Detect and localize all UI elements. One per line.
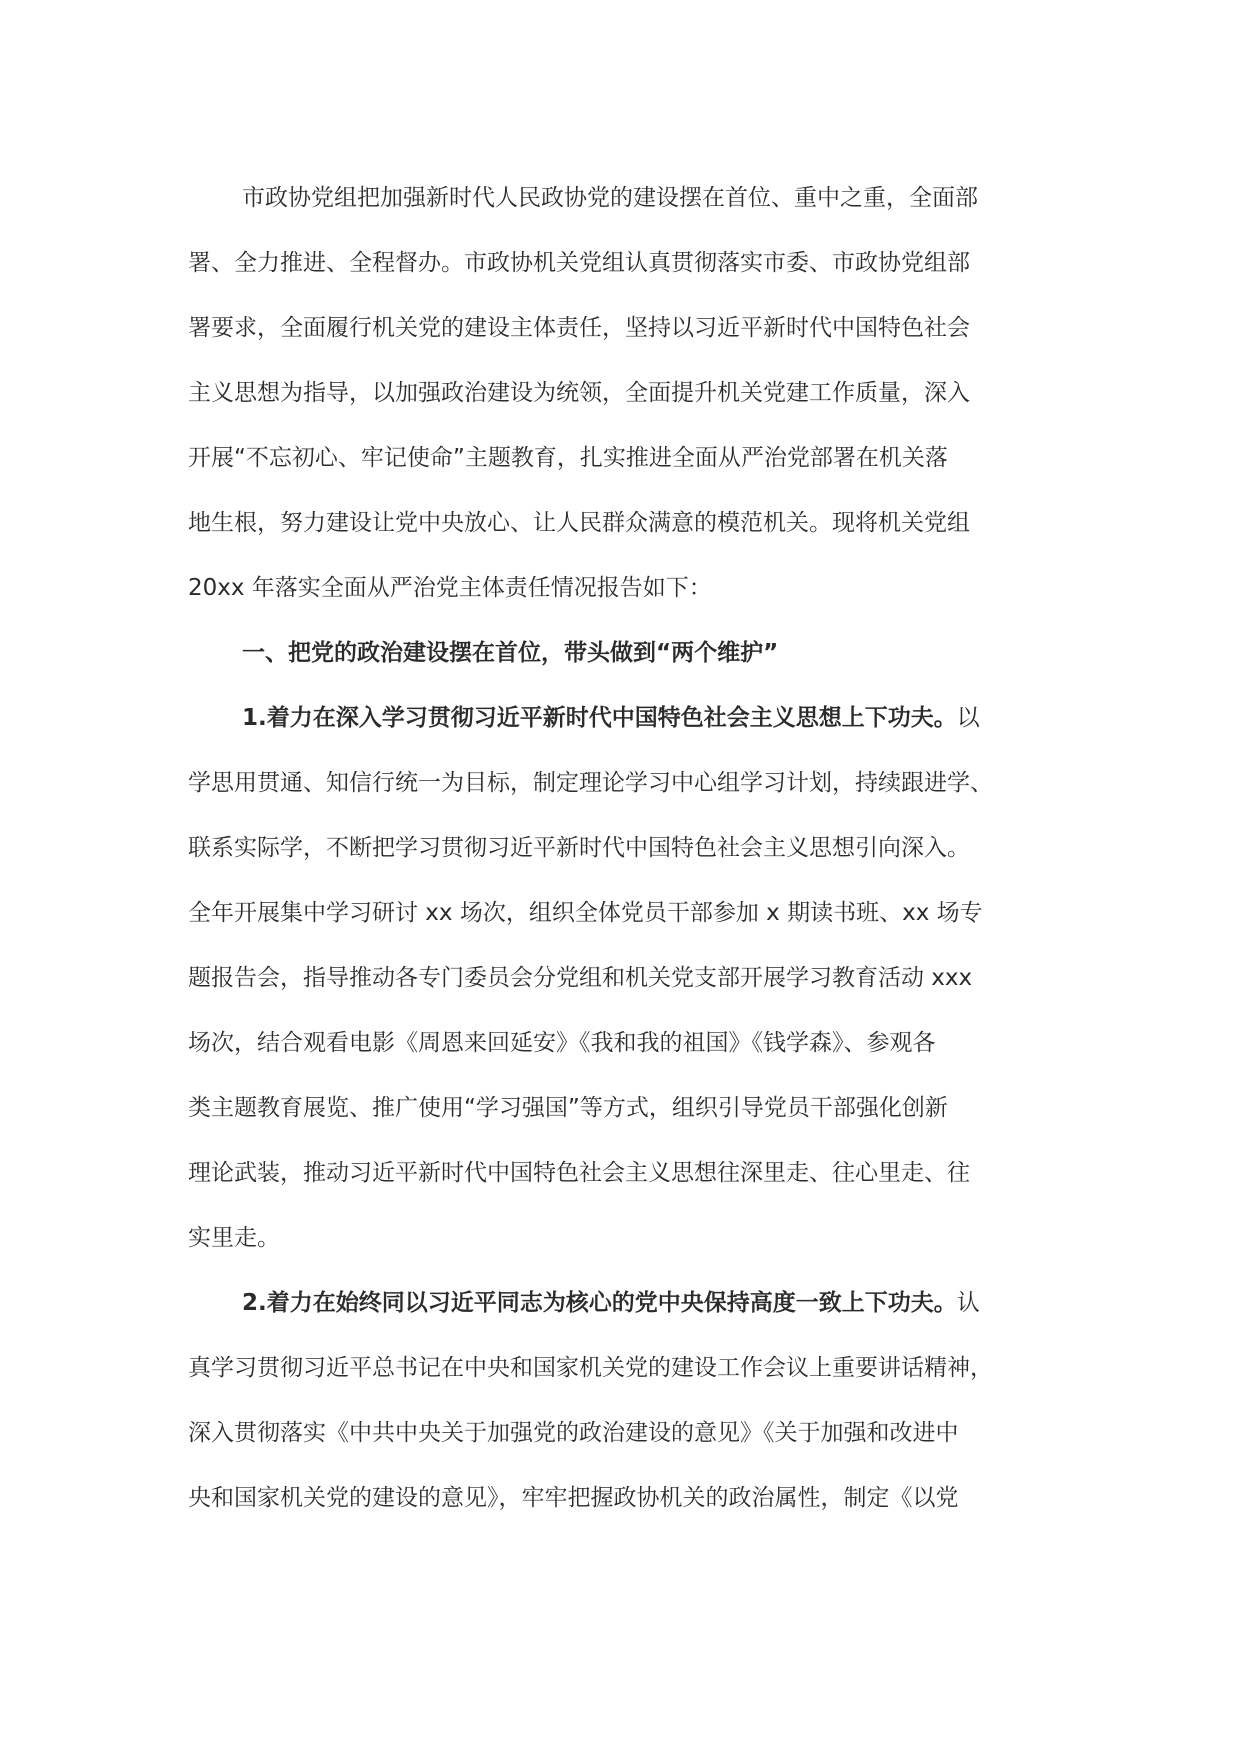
intro-line: 20xx 年落实全面从严治党主体责任情况报告如下： — [188, 575, 712, 601]
item1-line: 场次，结合观看电影《周恩来回延安》《我和我的祖国》《钱学森》、参观各 — [188, 1030, 936, 1056]
intro-line: 主义思想为指导，以加强政治建设为统领，全面提升机关党建工作质量，深入 — [188, 380, 970, 406]
item2-title: 2.着力在始终同以习近平同志为核心的党中央保持高度一致上下功夫。 — [242, 1290, 957, 1316]
item2-line: 央和国家机关党的建设的意见》，牢牢把握政协机关的政治属性，制定《以党 — [188, 1485, 959, 1511]
item1-line: 题报告会，指导推动各专门委员会分党组和机关党支部开展学习教育活动 xxx — [188, 965, 973, 991]
intro-line: 署、全力推进、全程督办。市政协机关党组认真贯彻落实市委、市政协党组部 — [188, 250, 970, 276]
item1-line: 类主题教育展览、推广使用“学习强国”等方式，组织引导党员干部强化创新 — [188, 1095, 948, 1121]
item1-line: 理论武装，推动习近平新时代中国特色社会主义思想往深里走、往心里走、往 — [188, 1160, 970, 1186]
item1-first-line — [188, 686, 1058, 751]
item1-title: 1.着力在深入学习贯彻习近平新时代中国特色社会主义思想上下功夫。 — [242, 705, 957, 731]
item2-first-line — [188, 1271, 1058, 1336]
item1-line: 联系实际学，不断把学习贯彻习近平新时代中国特色社会主义思想引向深入。 — [188, 835, 970, 861]
item1-line: 全年开展集中学习研讨 xx 场次，组织全体党员干部参加 x 期读书班、xx 场专 — [188, 900, 983, 926]
item2-first-tail: 认 — [956, 1290, 980, 1316]
item2-line: 深入贯彻落实《中共中央关于加强党的政治建设的意见》《关于加强和改进中 — [188, 1420, 959, 1446]
item1-line: 学思用贯通、知信行统一为目标，制定理论学习中心组学习计划，持续跟进学、 — [188, 770, 993, 796]
item1-first-tail: 以 — [956, 705, 980, 731]
intro-line: 地生根，努力建设让党中央放心、让人民群众满意的模范机关。现将机关党组 — [188, 510, 970, 536]
document-body — [188, 166, 1058, 1531]
intro-line: 署要求，全面履行机关党的建设主体责任，坚持以习近平新时代中国特色社会 — [188, 315, 970, 341]
section-heading: 一、把党的政治建设摆在首位，带头做到“两个维护” — [242, 640, 779, 666]
intro-line: 开展“不忘初心、牢记使命”主题教育，扎实推进全面从严治党部署在机关落 — [188, 445, 948, 471]
item1-line: 实里走。 — [188, 1225, 280, 1251]
item2-line: 真学习贯彻习近平总书记在中央和国家机关党的建设工作会议上重要讲话精神， — [188, 1355, 993, 1381]
intro-line: 市政协党组把加强新时代人民政协党的建设摆在首位、重中之重，全面部 — [242, 185, 978, 211]
